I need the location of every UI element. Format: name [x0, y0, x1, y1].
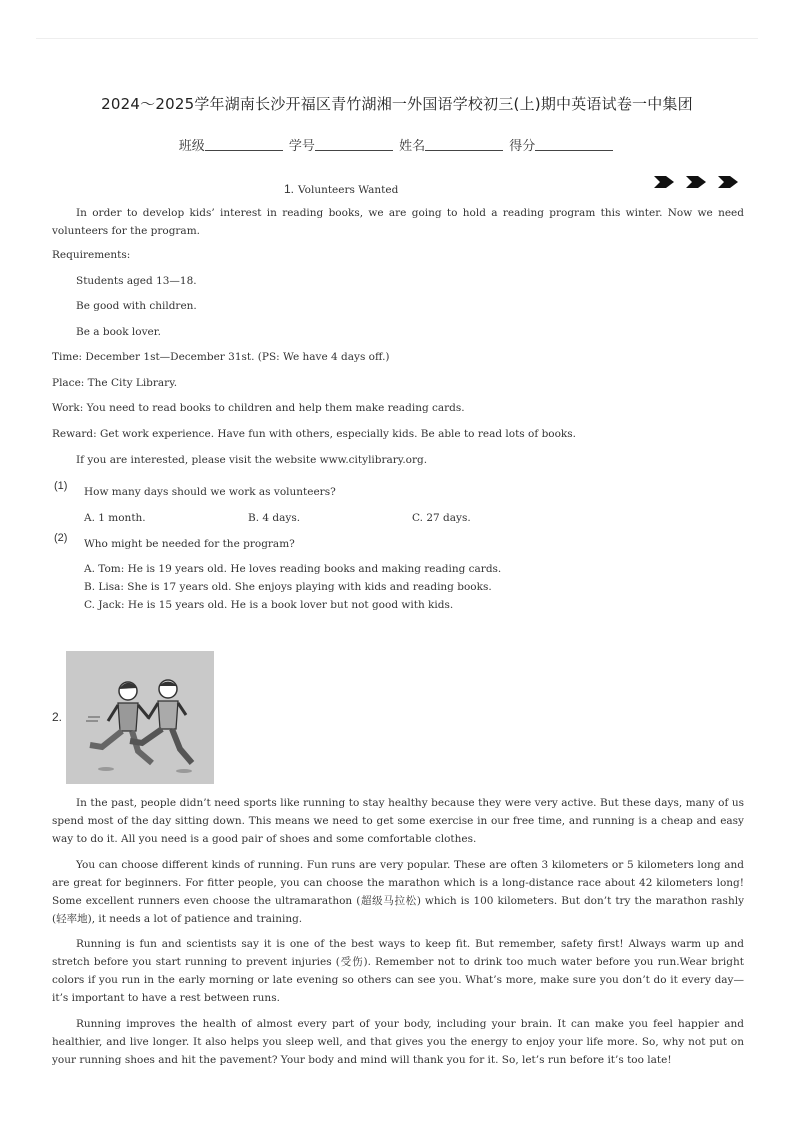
- option-b[interactable]: B. Lisa: She is 17 years old. She enjoys playing with kids and reading books.: [84, 581, 492, 593]
- student-id-label: 学号: [288, 139, 315, 154]
- q2-paragraph-1: In the past, people didn’t need sports like running to stay healthy because they were very active. But these days, many of us spend most of the day sitting down. This means we need to get some exercise in our free time, and running is a cheap and easy way to do it. All you need is a good pair of shoes and some comfortable clothes.: [52, 797, 744, 845]
- subquestion-1-text: How many days should we work as volunteers?: [84, 486, 336, 498]
- runners-illustration: [66, 651, 214, 784]
- work-line: Work: You need to read books to children and help them make reading cards.: [52, 402, 465, 414]
- option-c[interactable]: C. 27 days.: [412, 512, 471, 524]
- closing-line: If you are interested, please visit the website www.citylibrary.org.: [76, 454, 428, 466]
- q2-paragraph-2: You can choose different kinds of running. Fun runs are very popular. These are often 3 kilometers or 5 kilometers long and are great for beginners. For fitter people, you can choose the marathon which is a long-distance race about 42 kilometers long! Some excellent runners even choose the ultramarathon (超级马拉松) which is 100 kilometers. But don’t try the marathon rashly (轻率地), it needs a lot of patience and training.: [52, 859, 744, 925]
- requirement-item: Be good with children.: [76, 300, 197, 312]
- option-a[interactable]: A. 1 month.: [84, 512, 146, 524]
- arrow-decoration: [654, 176, 738, 188]
- option-c[interactable]: C. Jack: He is 15 years old. He is a book lover but not good with kids.: [84, 599, 454, 611]
- question-1-number: 1.: [284, 182, 295, 196]
- subquestion-2-number: (2): [54, 532, 68, 544]
- reward-line: Reward: Get work experience. Have fun with others, especially kids. Be able to read lots of books.: [52, 428, 577, 440]
- chevron-right-icon: [686, 176, 706, 188]
- q2-paragraph-4: Running improves the health of almost every part of your body, including your brain. It can make you feel happier and healthier, and live longer. It also helps you sleep well, and that gives you the energy to enjoy your life more. So, why not put on your running shoes and hit the pavement? Your body and mind will thank you for it. So, let’s run before it’s too late!: [52, 1018, 744, 1066]
- question-1-title: Volunteers Wanted: [298, 184, 399, 196]
- chevron-right-icon: [718, 176, 738, 188]
- runners-image: [66, 651, 214, 784]
- question-2-number: 2.: [52, 710, 63, 724]
- requirement-item: Students aged 13—18.: [76, 275, 197, 287]
- class-blank[interactable]: [205, 138, 283, 151]
- requirements-label: Requirements:: [52, 249, 131, 261]
- page-title: 2024～2025学年湖南长沙开福区青竹湖湘一外国语学校初三(上)期中英语试卷一中集团: [101, 95, 693, 113]
- chevron-right-icon: [654, 176, 674, 188]
- option-a[interactable]: A. Tom: He is 19 years old. He loves reading books and making reading cards.: [84, 563, 502, 575]
- option-b[interactable]: B. 4 days.: [248, 512, 301, 524]
- score-label: 得分: [509, 139, 536, 154]
- student-info-row: [0, 135, 794, 154]
- q1-intro: In order to develop kids’ interest in reading books, we are going to hold a reading program this winter. Now we need volunteers for the program.: [52, 207, 744, 237]
- top-divider: [36, 38, 758, 39]
- class-label: 班级: [178, 139, 205, 154]
- name-label: 姓名: [399, 139, 426, 154]
- score-blank[interactable]: [535, 138, 613, 151]
- name-blank[interactable]: [425, 138, 503, 151]
- subquestion-2-text: Who might be needed for the program?: [84, 538, 295, 550]
- q2-paragraph-3: Running is fun and scientists say it is one of the best ways to keep fit. But remember, safety first! Always warm up and stretch before you start running to prevent injuries (受伤). Remember not to drink too much water before you run.Wear bright colors if you run in the early morning or late evening so others can see you. What’s more, make sure you don’t do it every day—it’s important to have a rest between runs.: [52, 938, 744, 1004]
- time-line: Time: December 1st—December 31st. (PS: We have 4 days off.): [52, 351, 390, 363]
- requirement-item: Be a book lover.: [76, 326, 161, 338]
- question-1-heading: [284, 180, 398, 198]
- student-id-blank[interactable]: [315, 138, 393, 151]
- subquestion-1-number: (1): [54, 480, 68, 492]
- place-line: Place: The City Library.: [52, 377, 178, 389]
